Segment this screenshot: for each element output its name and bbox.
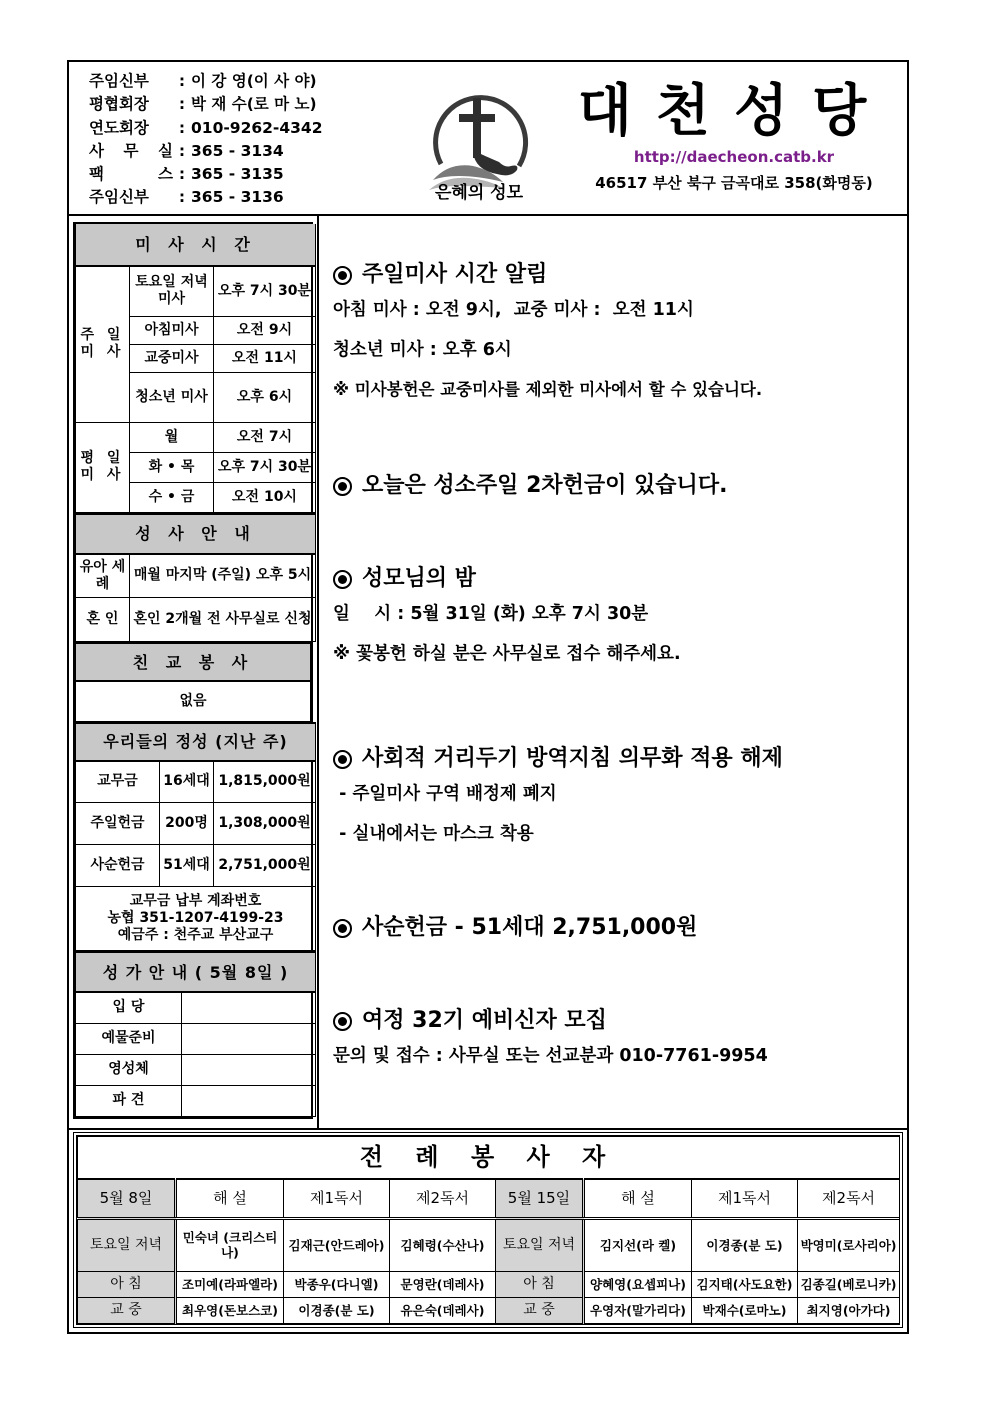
sacraments-table: 성 사 안 내 유아 세례 매월 마지막 (주일) 오후 5시 혼 인 혼인 2개월 전 사무실로 신청 <box>75 513 316 643</box>
sidebar <box>69 216 319 1130</box>
week-date: 5월 15일 <box>496 1179 584 1219</box>
mission-value: 없음 <box>76 681 311 721</box>
info-row: 사 무 실 : 365 - 3134 <box>89 141 284 160</box>
notices <box>321 216 907 1130</box>
church-name: 대천성당 <box>577 79 891 144</box>
weekday-mass-label: 평 일 미 사 <box>76 422 130 512</box>
info-row: 주임신부 : 이 강 영(이 사 야) <box>89 72 317 90</box>
notice-item: 여정 32기 예비신자 모집 문의 및 접수 : 사무실 또는 선교분과 010-7761-9954 <box>333 1008 768 1066</box>
bullet-icon <box>333 570 352 589</box>
notice-item: 성모님의 밤 일 시 : 5월 31일 (화) 오후 7시 30분 ※ 꽃봉헌 하실 분은 사무실로 접수 해주세요. <box>333 566 681 664</box>
website-link[interactable]: http://daecheon.catb.kr <box>633 148 835 166</box>
table-row: 아 침 조미예(라파엘라) 박종우(다니엘) 문영란(데레사) 아 침 양혜영(요셉피나) 김지태(사도요한) 김종길(베로니카) <box>78 1271 900 1297</box>
sacraments-title: 성 사 안 내 <box>76 514 316 554</box>
notice-item: 주일미사 시간 알림 아침 미사 : 오전 9시, 교중 미사 : 오전 11시 청소년 미사 : 오후 6시 ※ 미사봉헌은 교중미사를 제외한 미사에서 할 수 있습니다. <box>333 262 763 399</box>
table-row: 토요일 저녁 민숙녀 (크리스티나) 김재근(안드레아) 김혜령(수산나) 토요일 저녁 김지선(라 켈) 이경종(분 도) 박영미(로사리아) <box>78 1219 900 1272</box>
offerings-title: 우리들의 정성 (지난 주) <box>76 723 316 761</box>
bulletin-page <box>67 60 909 1334</box>
hymns-table: 성 가 안 내 ( 5월 8일 ) 입 당 예물준비 영성체 파 견 <box>75 951 316 1117</box>
bullet-icon <box>333 266 352 285</box>
notice-item: 오늘은 성소주일 2차헌금이 있습니다. <box>333 471 727 501</box>
bullet-icon <box>333 1012 352 1031</box>
week-date: 5월 8일 <box>78 1179 176 1219</box>
liturgy-title: 전 례 봉 사 자 <box>78 1137 900 1179</box>
middle-section <box>69 216 907 1130</box>
notice-item: 사회적 거리두기 방역지침 의무화 적용 해제 - 주일미사 구역 배정제 폐지 - 실내에서는 마스크 착용 <box>333 746 783 844</box>
liturgy-ministers <box>73 1132 903 1328</box>
sunday-mass-label: 주 일 미 사 <box>76 266 130 422</box>
logo-caption: 은혜의 성모 <box>434 183 524 203</box>
info-row: 주임신부 : 365 - 3136 <box>89 188 284 207</box>
mass-times-title: 미 사 시 간 <box>76 224 316 266</box>
header <box>69 62 907 216</box>
contact-info <box>89 70 323 210</box>
notice-item: 사순헌금 - 51세대 2,751,000원 <box>333 913 697 943</box>
church-address: 46517 부산 북구 금곡대로 358(화명동) <box>595 174 873 192</box>
table-row: 교 중 최우영(돈보스코) 이경종(분 도) 유은숙(데레사) 교 중 우영자(말가리다) 박재수(로마노) 최지영(아가다) <box>78 1297 900 1323</box>
hymns-title: 성 가 안 내 ( 5월 8일 ) <box>76 952 316 992</box>
info-row: 팩 스 : 365 - 3135 <box>89 165 284 184</box>
liturgy-table: 전 례 봉 사 자 5월 8일 해 설 제1독서 제2독서 5월 15일 해 설 제1독서 제2독서 토요일 저녁 민숙녀 (크리스티나) 김재근(안드레아) 김혜령(수산나) 토요일 저녁 김지선(라 켈) 이경종(분 도) 박영미(로사리아) 아 침 조미예(라파엘라) 박종우(다니엘) 문영란(데레사) 아 침 양혜영(요셉피나) 김지태(사도요한) 김종길(베로니카) 교 중 최우영(돈보스코) 이경종(분 도) 유은숙(데레사) 교 중 우영자(말가리다) 박재수(로마노) 최지영(아가다) <box>77 1136 900 1324</box>
account-info: 교무금 납부 계좌번호 농협 351-1207-4199-23 예금주 : 천주교 부산교구 <box>76 887 316 951</box>
info-row: 평협회장 : 박 재 수(로 마 노) <box>89 95 317 114</box>
mission-table <box>75 642 311 722</box>
mass-times-table: 미 사 시 간 주 일 미 사 토요일 저녁미사 오후 7시 30분 아침미사 오전 9시 교중미사 오전 11시 청소년 미사 오후 6시 평 일 미 사 월 오전 7시 화 • 목 오후 7시 30분 수 • 금 오전 10시 <box>75 224 316 513</box>
info-row: 연도회장 : 010-9262-4342 <box>89 118 323 137</box>
bullet-icon <box>333 750 352 769</box>
bullet-icon <box>333 919 352 938</box>
sidebar-box <box>73 222 313 1119</box>
mission-title: 친 교 봉 사 <box>76 643 311 681</box>
offerings-table: 우리들의 정성 (지난 주) 교무금 16세대 1,815,000원 주일헌금 200명 1,308,000원 사순헌금 51세대 2,751,000원 교무금 납부 계좌번호 농협 351-1207-4199-23 예금주 : 천주교 부산교구 <box>75 722 316 952</box>
bullet-icon <box>333 477 352 496</box>
